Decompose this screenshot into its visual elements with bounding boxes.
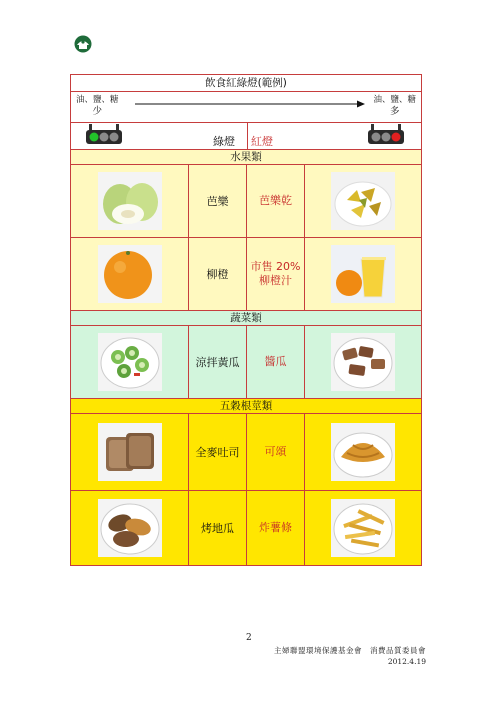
page-number: 2 (246, 633, 252, 643)
pickled-cucumber-photo-icon (331, 333, 395, 391)
food-row (71, 414, 421, 491)
roasted-sweet-potato-photo-icon (98, 499, 162, 557)
table-title: 飲食紅綠燈(範例) (71, 75, 421, 92)
traffic-light-diet-table (70, 74, 422, 566)
red-food-name: 芭樂乾 (247, 165, 305, 237)
red-food-name: 炸薯條 (247, 491, 305, 565)
green-traffic-light-icon (85, 124, 123, 146)
french-fries-photo-icon (331, 499, 395, 557)
category-vegetable: 蔬菜類 (71, 311, 421, 326)
category-grain: 五穀根莖類 (71, 399, 421, 414)
fat-salt-sugar-scale (71, 92, 421, 123)
red-food-name: 市售 20%柳橙汁 (247, 238, 305, 310)
organization-name: 主婦聯盟環境保護基金會 消費品質委員會 (274, 646, 426, 655)
green-food-name: 芭樂 (189, 165, 247, 237)
guava-photo-icon (98, 172, 162, 230)
document-date: 2012.4.19 (387, 657, 426, 666)
right-arrow-icon (135, 100, 365, 108)
dried-guava-photo-icon (331, 172, 395, 230)
red-food-name: 可頌 (247, 414, 305, 490)
red-food-name: 醬瓜 (247, 326, 305, 398)
red-traffic-light-icon (367, 124, 405, 146)
less-label: 油、鹽、糖 少 (76, 95, 119, 117)
green-food-name: 柳橙 (189, 238, 247, 310)
green-light-label: 綠燈 (213, 135, 235, 148)
whole-wheat-toast-photo-icon (98, 423, 162, 481)
croissant-photo-icon (331, 423, 395, 481)
food-row (71, 326, 421, 399)
traffic-light-header (71, 123, 421, 150)
green-food-name: 烤地瓜 (189, 491, 247, 565)
category-fruit: 水果類 (71, 150, 421, 165)
food-row (71, 491, 421, 565)
food-row (71, 238, 421, 311)
green-food-name: 全麥吐司 (189, 414, 247, 490)
cucumber-salad-photo-icon (98, 333, 162, 391)
food-row (71, 165, 421, 238)
orange-photo-icon (98, 245, 162, 303)
orange-juice-photo-icon (331, 245, 395, 303)
organization-logo-icon (74, 35, 92, 53)
more-label: 油、鹽、糖 多 (373, 95, 416, 117)
red-light-label: 紅燈 (251, 135, 273, 148)
green-food-name: 涼拌黃瓜 (189, 326, 247, 398)
